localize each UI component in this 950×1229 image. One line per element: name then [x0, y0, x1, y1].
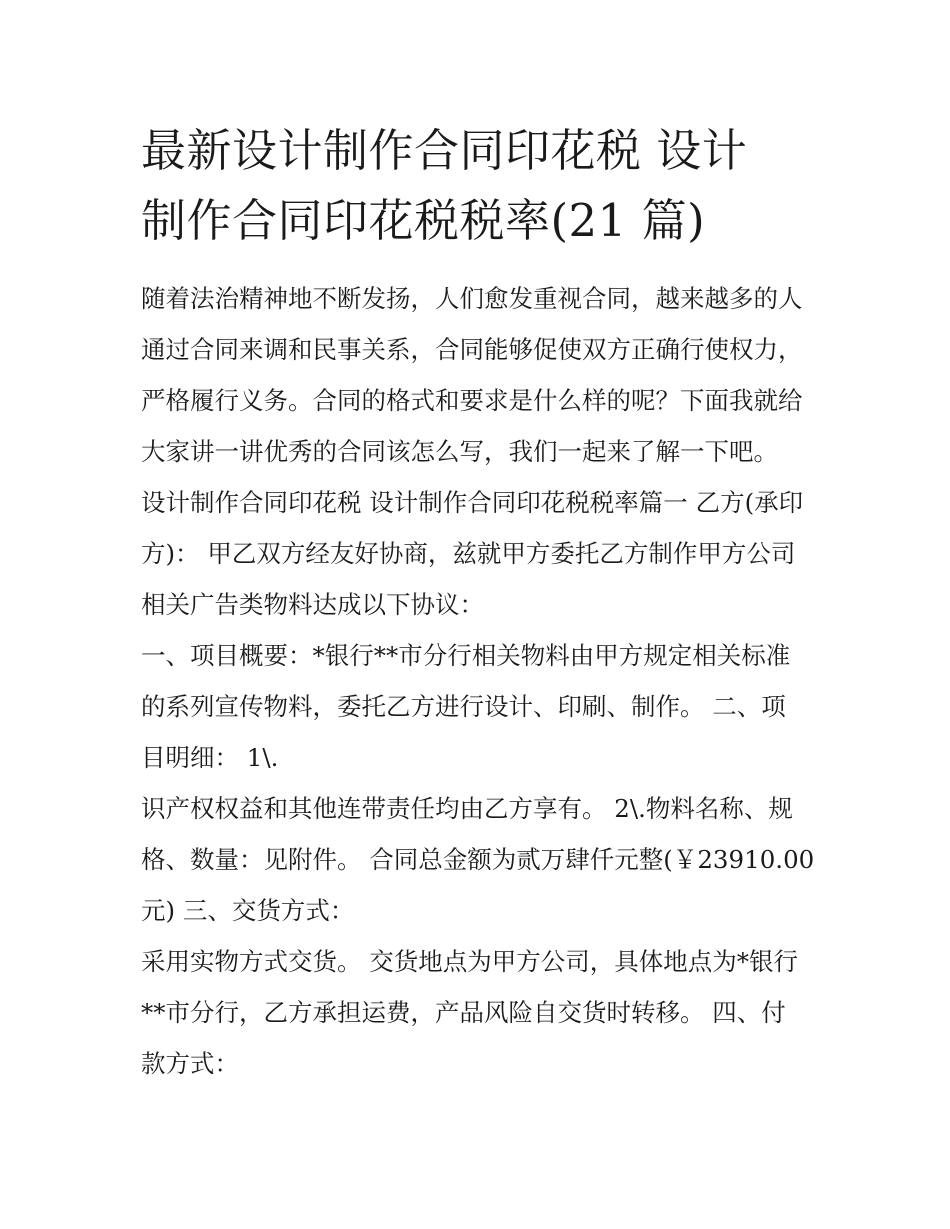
- body-line: 识产权权益和其他连带责任均由乙方享有。 2\.物料名称、规: [141, 794, 793, 823]
- body-line: 款方式：: [141, 1049, 239, 1078]
- body-line: 采用实物方式交货。 交货地点为甲方公司，具体地点为*银行: [141, 947, 799, 976]
- body-line: 目明细： 1\.: [141, 743, 279, 772]
- body-line: 大家讲一讲优秀的合同该怎么写，我们一起来了解一下吧。: [141, 437, 778, 466]
- title-line-2: 制作合同印花税税率(21 篇): [141, 194, 706, 247]
- body-line: 相关广告类物料达成以下协议：: [141, 590, 484, 619]
- body-line: 一、项目概要：*银行**市分行相关物料由甲方规定相关标准: [141, 641, 791, 670]
- body-line: 随着法治精神地不断发扬，人们愈发重视合同，越来越多的人: [141, 284, 803, 313]
- body-line: 方)： 甲乙双方经友好协商，兹就甲方委托乙方制作甲方公司: [141, 539, 796, 568]
- body-line: 严格履行义务。合同的格式和要求是什么样的呢？下面我就给: [141, 386, 803, 415]
- document-title: [141, 116, 841, 256]
- body-line: 格、数量：见附件。 合同总金额为贰万肆仟元整(￥23910.00: [141, 845, 815, 874]
- body-line: **市分行，乙方承担运费，产品风险自交货时转移。 四、付: [141, 998, 786, 1027]
- body-line: 元) 三、交货方式：: [141, 896, 355, 925]
- body-line: 设计制作合同印花税 设计制作合同印花税税率篇一 乙方(承印: [141, 488, 804, 517]
- title-line-1: 最新设计制作合同印花税 设计: [141, 124, 748, 177]
- body-line: 通过合同来调和民事关系，合同能够促使双方正确行使权力，: [141, 335, 803, 364]
- body-line: 的系列宣传物料，委托乙方进行设计、印刷、制作。 二、项: [141, 692, 786, 721]
